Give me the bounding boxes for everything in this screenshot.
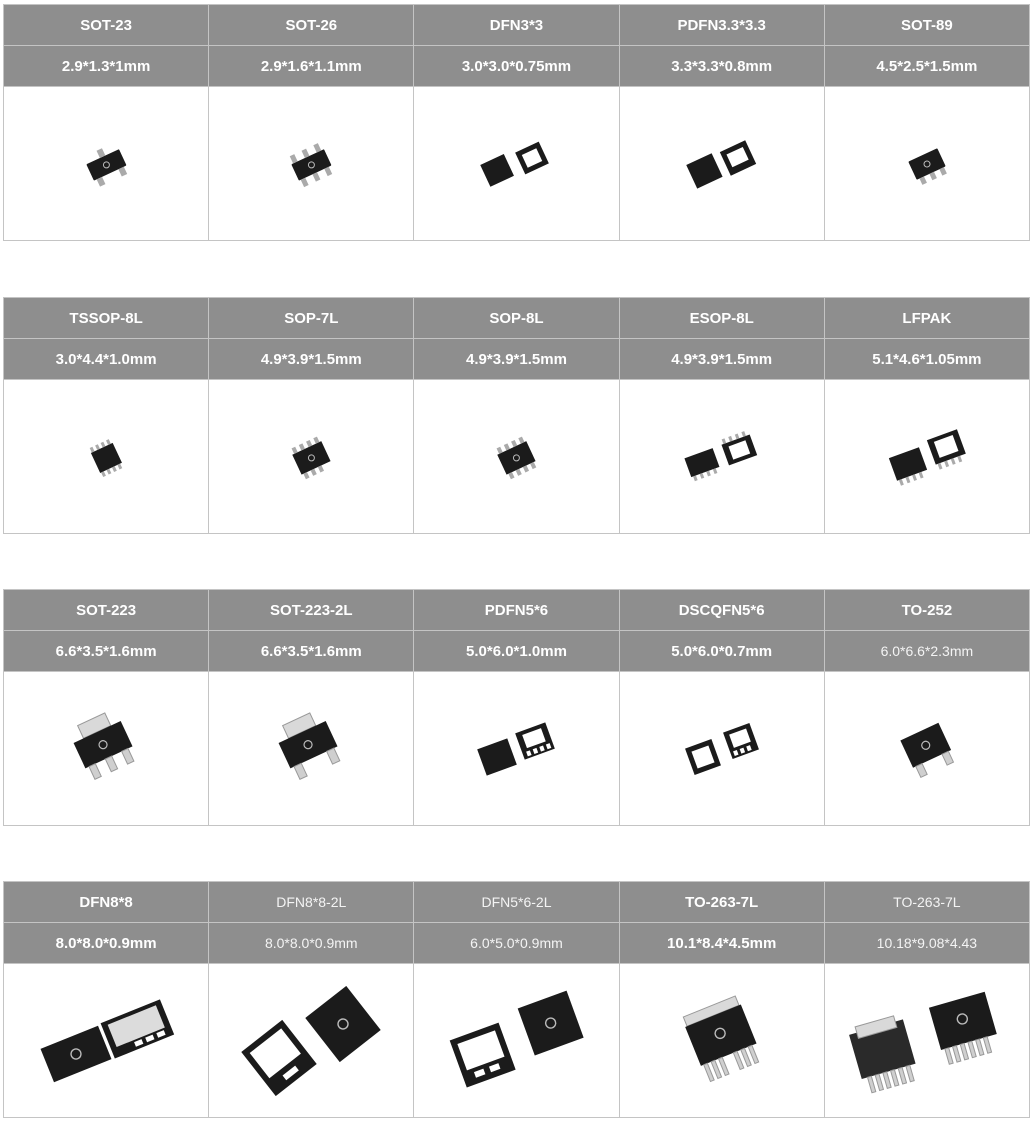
package-name: SOT-26 <box>209 5 414 46</box>
package-image <box>4 672 209 826</box>
sot26-chip-icon <box>281 134 341 194</box>
package-size: 5.0*6.0*1.0mm <box>414 631 619 672</box>
dfn2l-chip-pair-icon <box>431 986 601 1096</box>
package-image <box>414 964 619 1118</box>
package-size: 3.0*3.0*0.75mm <box>414 46 619 87</box>
package-table-group-4 <box>3 881 1030 1118</box>
dfn8-chip-pair-icon <box>31 996 181 1086</box>
package-size: 3.3*3.3*0.8mm <box>619 46 824 87</box>
dfn2l-chip-pair-icon <box>231 986 391 1096</box>
package-name: DFN8*8-2L <box>209 882 414 923</box>
package-name: SOT-223 <box>4 590 209 631</box>
package-size: 10.18*9.08*4.43 <box>824 923 1029 964</box>
package-name: SOP-8L <box>414 298 619 339</box>
to263-chip-icon <box>672 986 772 1096</box>
package-name: TO-263-7L <box>619 882 824 923</box>
dscqfn-chip-pair-icon <box>677 717 767 781</box>
package-size: 2.9*1.3*1mm <box>4 46 209 87</box>
package-image <box>824 87 1029 241</box>
sop-chip-icon <box>486 427 546 487</box>
package-size: 4.9*3.9*1.5mm <box>414 339 619 380</box>
package-name: DFN8*8 <box>4 882 209 923</box>
package-image <box>414 380 619 534</box>
package-size: 6.6*3.5*1.6mm <box>209 631 414 672</box>
lfpak-chip-pair-icon <box>882 422 972 492</box>
package-image <box>209 964 414 1118</box>
package-image <box>824 672 1029 826</box>
package-name: DFN3*3 <box>414 5 619 46</box>
package-image <box>4 380 209 534</box>
package-table-group-1 <box>3 4 1030 241</box>
package-image <box>4 964 209 1118</box>
package-size: 5.0*6.0*0.7mm <box>619 631 824 672</box>
package-name: DFN5*6-2L <box>414 882 619 923</box>
package-name: SOT-89 <box>824 5 1029 46</box>
package-size: 2.9*1.6*1.1mm <box>209 46 414 87</box>
package-size: 4.9*3.9*1.5mm <box>209 339 414 380</box>
sot23-chip-icon <box>76 134 136 194</box>
package-size: 8.0*8.0*0.9mm <box>4 923 209 964</box>
package-image <box>209 672 414 826</box>
dfn-chip-pair-icon <box>471 717 561 781</box>
package-name: SOP-7L <box>209 298 414 339</box>
to252-chip-icon <box>892 714 962 784</box>
package-image <box>824 964 1029 1118</box>
package-size: 6.0*6.6*2.3mm <box>824 631 1029 672</box>
package-name: PDFN3.3*3.3 <box>619 5 824 46</box>
package-image <box>619 964 824 1118</box>
package-image <box>209 87 414 241</box>
package-name: TSSOP-8L <box>4 298 209 339</box>
sop-chip-icon <box>281 427 341 487</box>
dfn-chip-pair-icon <box>476 134 556 194</box>
package-size: 10.1*8.4*4.5mm <box>619 923 824 964</box>
package-size: 6.6*3.5*1.6mm <box>4 631 209 672</box>
to263-chip-pair-icon <box>837 985 1017 1097</box>
package-name: TO-252 <box>824 590 1029 631</box>
package-image <box>414 672 619 826</box>
package-size: 3.0*4.4*1.0mm <box>4 339 209 380</box>
sot223-chip-icon <box>66 706 146 792</box>
sot89-chip-icon <box>897 134 957 194</box>
package-name: PDFN5*6 <box>414 590 619 631</box>
package-size: 8.0*8.0*0.9mm <box>209 923 414 964</box>
package-size: 5.1*4.6*1.05mm <box>824 339 1029 380</box>
package-table-group-3 <box>3 589 1030 826</box>
package-name: TO-263-7L <box>824 882 1029 923</box>
tssop-chip-icon <box>76 427 136 487</box>
package-size: 4.9*3.9*1.5mm <box>619 339 824 380</box>
package-name: ESOP-8L <box>619 298 824 339</box>
package-name: DSCQFN5*6 <box>619 590 824 631</box>
package-name: LFPAK <box>824 298 1029 339</box>
package-size: 6.0*5.0*0.9mm <box>414 923 619 964</box>
package-size: 4.5*2.5*1.5mm <box>824 46 1029 87</box>
package-image <box>824 380 1029 534</box>
package-name: SOT-23 <box>4 5 209 46</box>
package-name: SOT-223-2L <box>209 590 414 631</box>
dfn-chip-pair-icon <box>682 134 762 194</box>
package-image <box>414 87 619 241</box>
esop-chip-pair-icon <box>677 425 767 489</box>
package-image <box>209 380 414 534</box>
package-image <box>619 87 824 241</box>
package-image <box>4 87 209 241</box>
package-image <box>619 380 824 534</box>
sot223-chip-icon <box>271 706 351 792</box>
package-table-group-2 <box>3 297 1030 534</box>
package-image <box>619 672 824 826</box>
